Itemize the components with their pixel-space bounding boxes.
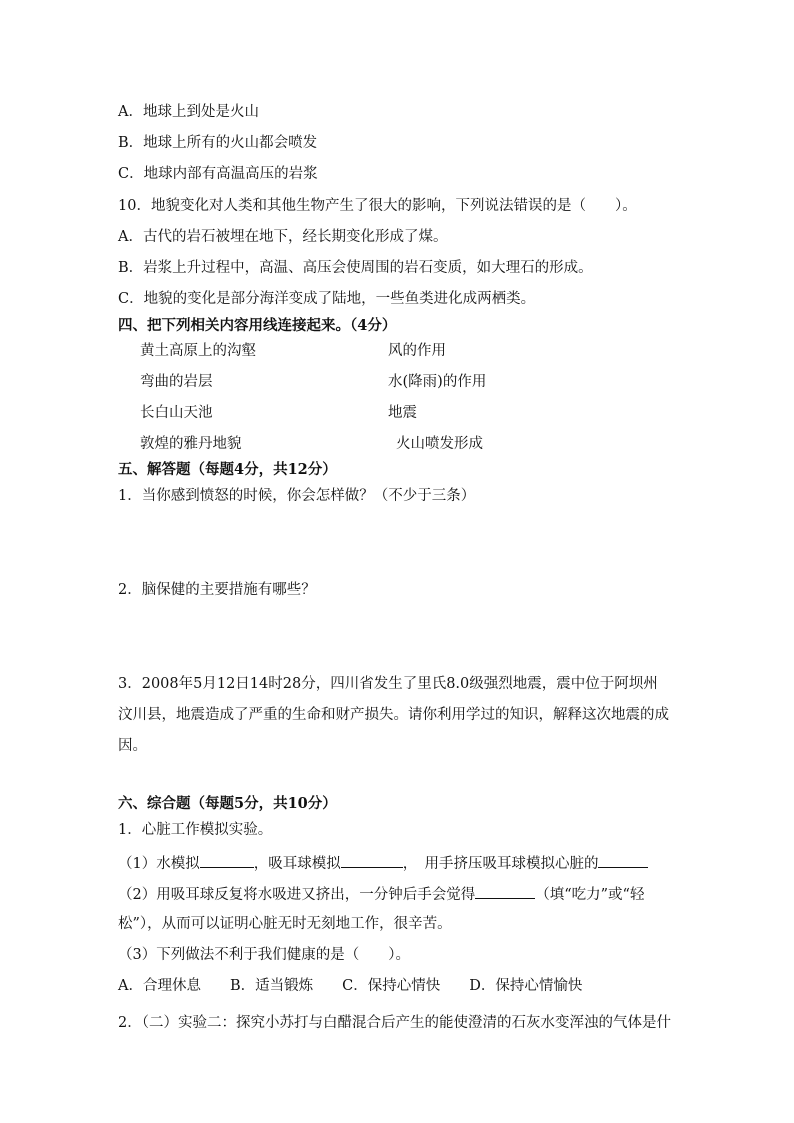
match-right-item: 水(降雨)的作用	[388, 374, 487, 390]
match-right-item: 风的作用	[388, 343, 446, 359]
q10-option-c: C．地貌的变化是部分海洋变成了陆地，一些鱼类进化成两栖类。	[118, 291, 536, 307]
section5-question-3-line: 3．2008年5月12日14时28分，四川省发生了里氏8.0级强烈地震，震中位于阿坝州	[118, 676, 658, 692]
section5-question-2: 2．脑保健的主要措施有哪些？	[118, 582, 316, 598]
section6-question-2: 2．（二）实验二：探究小苏打与白醋混合后产生的能使澄清的石灰水变浑浊的气体是什	[118, 1015, 671, 1031]
part2-text-a: （2）用吸耳球反复将水吸进又挤出，一分钟后手会觉得	[118, 887, 476, 903]
q9-option-a: A．地球上到处是火山	[118, 104, 259, 120]
answer-blank[interactable]	[475, 883, 535, 899]
match-left-item: 长白山天池	[140, 405, 213, 421]
match-left-item: 黄土高原上的沟壑	[140, 343, 256, 359]
section6-q1-part1	[118, 852, 648, 874]
section6-q1-part2	[118, 883, 644, 905]
match-left-item: 敦煌的雅丹地貌	[140, 436, 242, 452]
part1-text-c: ， 用手挤压吸耳球模拟心脏的	[402, 856, 599, 872]
section6-q1-part3: （3）下列做法不利于我们健康的是（ ）。	[118, 947, 410, 963]
q9-option-c: C．地球内部有高温高压的岩浆	[118, 166, 318, 182]
part1-text-a: （1）水模拟	[118, 856, 200, 872]
section5-question-1: 1．当你感到愤怒的时候，你会怎样做？（不少于三条）	[118, 488, 476, 504]
section6-q1-part3-options: A．合理休息 B．适当锻炼 C．保持心情快 D．保持心情愉快	[118, 978, 583, 994]
answer-blank[interactable]	[598, 852, 648, 868]
match-right-item: 火山喷发形成	[396, 436, 483, 452]
part1-text-b: ，吸耳球模拟	[253, 856, 341, 872]
section4-heading: 四、把下列相关内容用线连接起来。（4分）	[118, 317, 397, 334]
section5-question-3-line: 因。	[118, 738, 147, 754]
match-right-item: 地震	[388, 405, 417, 421]
section5-heading: 五、解答题（每题4分，共12分）	[118, 461, 337, 478]
q10-option-b: B．岩浆上升过程中，高温、高压会使周围的岩石变质，如大理石的形成。	[118, 260, 593, 276]
q10-stem: 10．地貌变化对人类和其他生物产生了很大的影响，下列说法错误的是（ ）。	[118, 198, 637, 214]
section5-question-3-line: 汶川县，地震造成了严重的生命和财产损失。请你利用学过的知识，解释这次地震的成	[118, 707, 669, 723]
part2-text-b: （填“吃力”或“轻	[535, 887, 645, 903]
section6-q1-part2-line2: 松”），从而可以证明心脏无时无刻地工作，很辛苦。	[118, 916, 452, 932]
section6-question-1: 1．心脏工作模拟实验。	[118, 822, 273, 838]
section6-heading: 六、综合题（每题5分，共10分）	[118, 795, 337, 812]
answer-blank[interactable]	[200, 852, 254, 868]
q10-option-a: A．古代的岩石被埋在地下，经长期变化形成了煤。	[118, 229, 448, 245]
answer-blank[interactable]	[341, 852, 403, 868]
match-left-item: 弯曲的岩层	[140, 374, 213, 390]
q9-option-b: B．地球上所有的火山都会喷发	[118, 135, 318, 151]
